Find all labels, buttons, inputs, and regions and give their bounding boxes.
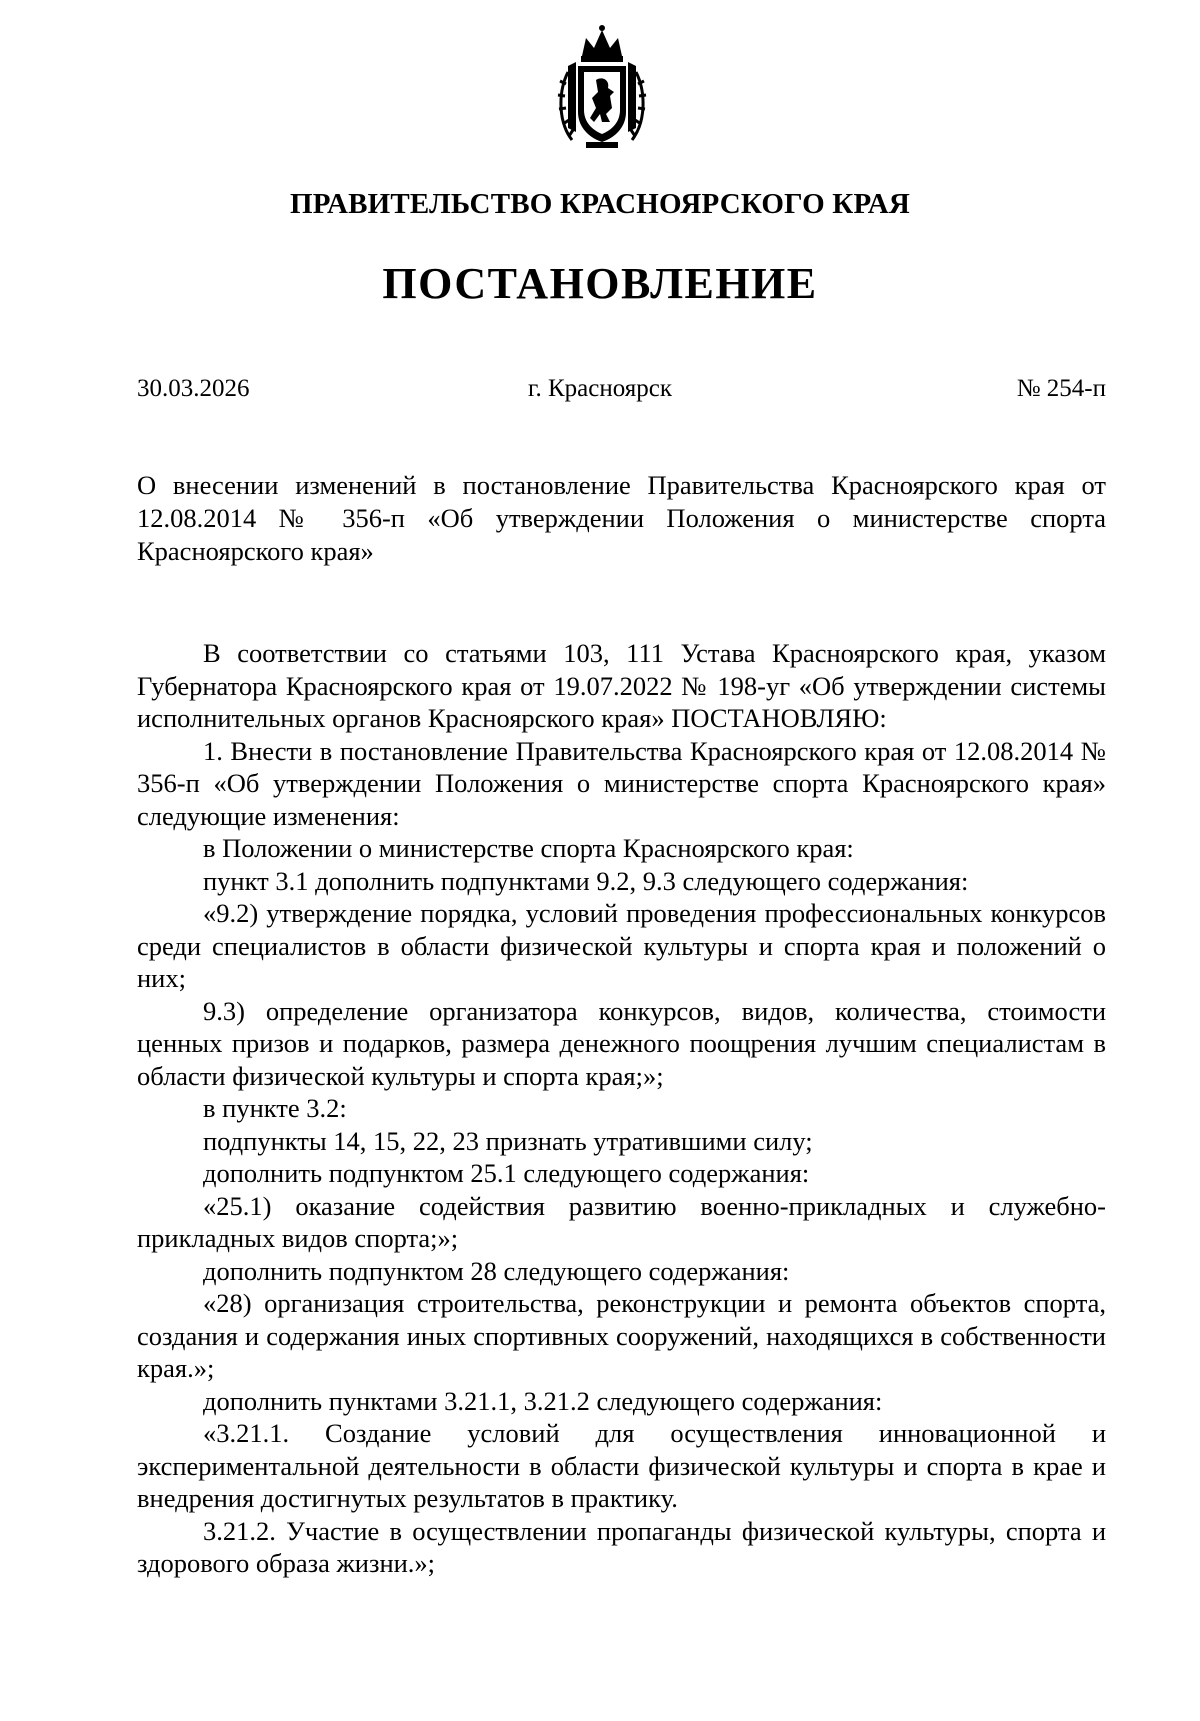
body-paragraph: В соответствии со статьями 103, 111 Устава Красноярского края, указом Губернатора Красноярского края от 19.07.2022 № 198-уг «Об утверждении системы исполнительных органов Красноярского края» ПОСТАНОВЛЯЮ: [137, 638, 1106, 733]
body-paragraph: пункт 3.1 дополнить подпунктами 9.2, 9.3 следующего содержания: [203, 865, 969, 896]
document-date: 30.03.2026 [137, 375, 250, 402]
body-paragraph: «9.2) утверждение порядка, условий проведения профессиональных конкурсов среди специалистов в области физической культуры и спорта края и положений о них; [137, 898, 1106, 993]
document-type-title: ПОСТАНОВЛЕНИЕ [382, 259, 818, 308]
body-paragraph: в Положении о министерстве спорта Красноярского края: [203, 833, 854, 863]
organization-title: ПРАВИТЕЛЬСТВО КРАСНОЯРСКОГО КРАЯ [289, 188, 911, 220]
body-paragraph: 3.21.2. Участие в осуществлении пропаганды физической культуры, спорта и здорового образа жизни.»; [137, 1515, 1106, 1578]
body-paragraph: «28) организация строительства, реконструкции и ремонта объектов спорта, создания и содержания иных спортивных сооружений, находящихся в собственности края.»; [137, 1288, 1106, 1383]
document-body [137, 637, 1106, 1580]
body-paragraph: 9.3) определение организатора конкурсов, видов, количества, стоимости ценных призов и подарков, размера денежного поощрения лучшим специалистам в области физической культуры и спорта края;»; [137, 995, 1106, 1091]
coat-of-arms-emblem [556, 22, 648, 154]
body-paragraph: дополнить подпунктом 25.1 следующего содержания: [203, 1158, 810, 1188]
body-paragraph: подпункты 14, 15, 22, 23 признать утратившими силу; [203, 1125, 813, 1156]
body-paragraph: дополнить подпунктом 28 следующего содержания: [203, 1255, 790, 1286]
document-number: № 254-п [1016, 375, 1106, 402]
body-paragraph: дополнить пунктами 3.21.1, 3.21.2 следующего содержания: [203, 1385, 883, 1416]
document-city: г. Красноярск [528, 375, 672, 402]
body-paragraph: в пункте 3.2: [203, 1093, 347, 1123]
body-paragraph: 1. Внести в постановление Правительства Красноярского края от 12.08.2014 № 356-п «Об утверждении Положения о министерстве спорта Красноярского края» следующие изменения: [137, 735, 1106, 831]
body-paragraph: «3.21.1. Создание условий для осуществления инновационной и экспериментальной деятельности в области физической культуры и спорта в крае и внедрения достигнутых результатов в практику. [137, 1418, 1106, 1513]
body-paragraph: «25.1) оказание содействия развитию военно-прикладных и служебно-прикладных видов спорта;»; [137, 1190, 1106, 1253]
document-subject: О внесении изменений в постановление Правительства Красноярского края от 12.08.2014 № 356-п «Об утверждении Положения о министерстве спорта Красноярского края» [137, 470, 1106, 566]
